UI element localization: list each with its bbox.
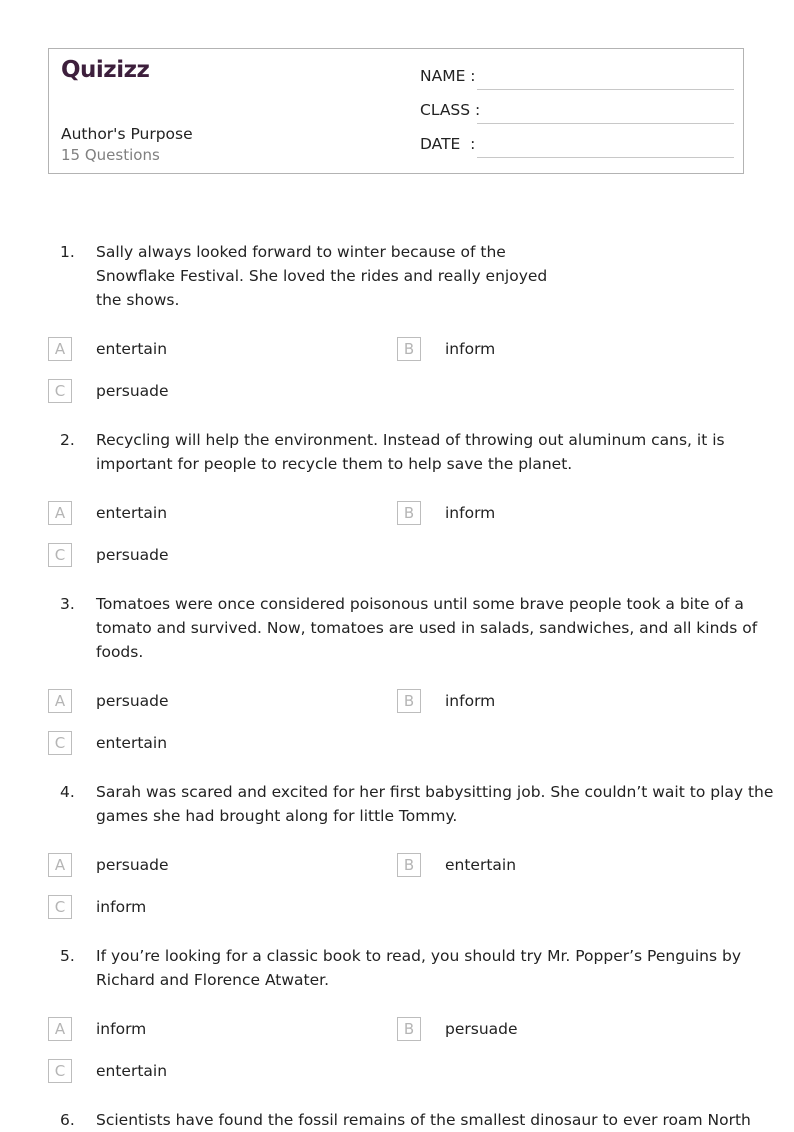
- question-line: important for people to recycle them to help save the planet.: [96, 455, 573, 473]
- question-line: Snowflake Festival. She loved the rides and really enjoyed: [96, 267, 548, 285]
- question-line: Sarah was scared and excited for her first babysitting job. She couldn’t wait to play the: [96, 783, 774, 801]
- option-text: entertain: [445, 856, 517, 874]
- question-line: Sally always looked forward to winter because of the: [96, 243, 506, 261]
- name-label: NAME :: [420, 67, 476, 85]
- option-text: inform: [96, 1020, 147, 1038]
- question-text: [96, 240, 547, 312]
- question-text: [96, 428, 725, 476]
- quizizz-logo: [61, 57, 149, 83]
- logo-text: Quizizz: [61, 57, 150, 83]
- option-text: inform: [96, 898, 147, 916]
- option-text: entertain: [96, 340, 168, 358]
- question-number: 3.: [60, 595, 75, 613]
- class-field[interactable]: [420, 101, 734, 125]
- option-text: inform: [445, 504, 496, 522]
- option-letter-box[interactable]: A: [48, 337, 72, 361]
- question-number: 4.: [60, 783, 75, 801]
- name-line[interactable]: [477, 89, 734, 90]
- option-text: persuade: [96, 382, 169, 400]
- question-line: Recycling will help the environment. Instead of throwing out aluminum cans, it is: [96, 431, 725, 449]
- option-letter-box[interactable]: A: [48, 501, 72, 525]
- question-line: Scientists have found the fossil remains of the smallest dinosaur to ever roam North: [96, 1111, 751, 1129]
- option-letter-box[interactable]: A: [48, 853, 72, 877]
- option-text: persuade: [96, 546, 169, 564]
- option-text: entertain: [96, 734, 168, 752]
- date-line[interactable]: [477, 157, 734, 158]
- option-text: inform: [445, 340, 496, 358]
- option-letter-box[interactable]: B: [397, 1017, 421, 1041]
- option-letter-box[interactable]: C: [48, 895, 72, 919]
- date-field[interactable]: [420, 135, 734, 159]
- question-text: [96, 944, 741, 992]
- option-letter-box[interactable]: C: [48, 731, 72, 755]
- option-text: persuade: [445, 1020, 518, 1038]
- option-letter-box[interactable]: C: [48, 1059, 72, 1083]
- class-label: CLASS :: [420, 101, 481, 119]
- question-text: [96, 592, 757, 664]
- option-letter-box[interactable]: B: [397, 337, 421, 361]
- option-letter-box[interactable]: A: [48, 689, 72, 713]
- name-field[interactable]: [420, 67, 734, 91]
- question-number: 1.: [60, 243, 75, 261]
- question-text: [96, 780, 773, 828]
- question-number: 6.: [60, 1111, 75, 1129]
- option-letter-box[interactable]: B: [397, 689, 421, 713]
- question-count: 15 Questions: [61, 146, 160, 164]
- question-line: the shows.: [96, 291, 180, 309]
- option-letter-box[interactable]: A: [48, 1017, 72, 1041]
- class-line[interactable]: [477, 123, 734, 124]
- option-letter-box[interactable]: B: [397, 501, 421, 525]
- question-line: Richard and Florence Atwater.: [96, 971, 330, 989]
- option-text: persuade: [96, 856, 169, 874]
- question-line: games she had brought along for little Tommy.: [96, 807, 458, 825]
- option-text: entertain: [96, 504, 168, 522]
- worksheet-header: [48, 48, 744, 174]
- worksheet-title: Author's Purpose: [61, 125, 193, 143]
- option-letter-box[interactable]: B: [397, 853, 421, 877]
- option-text: inform: [445, 692, 496, 710]
- option-letter-box[interactable]: C: [48, 543, 72, 567]
- date-label: DATE :: [420, 135, 476, 153]
- option-letter-box[interactable]: C: [48, 379, 72, 403]
- question-line: foods.: [96, 643, 144, 661]
- question-line: Tomatoes were once considered poisonous until some brave people took a bite of a: [96, 595, 744, 613]
- question-line: If you’re looking for a classic book to read, you should try Mr. Popper’s Penguins by: [96, 947, 742, 965]
- option-text: persuade: [96, 692, 169, 710]
- question-number: 5.: [60, 947, 75, 965]
- question-number: 2.: [60, 431, 75, 449]
- question-line: tomato and survived. Now, tomatoes are used in salads, sandwiches, and all kinds of: [96, 619, 758, 637]
- option-text: entertain: [96, 1062, 168, 1080]
- question-text: [96, 1108, 751, 1132]
